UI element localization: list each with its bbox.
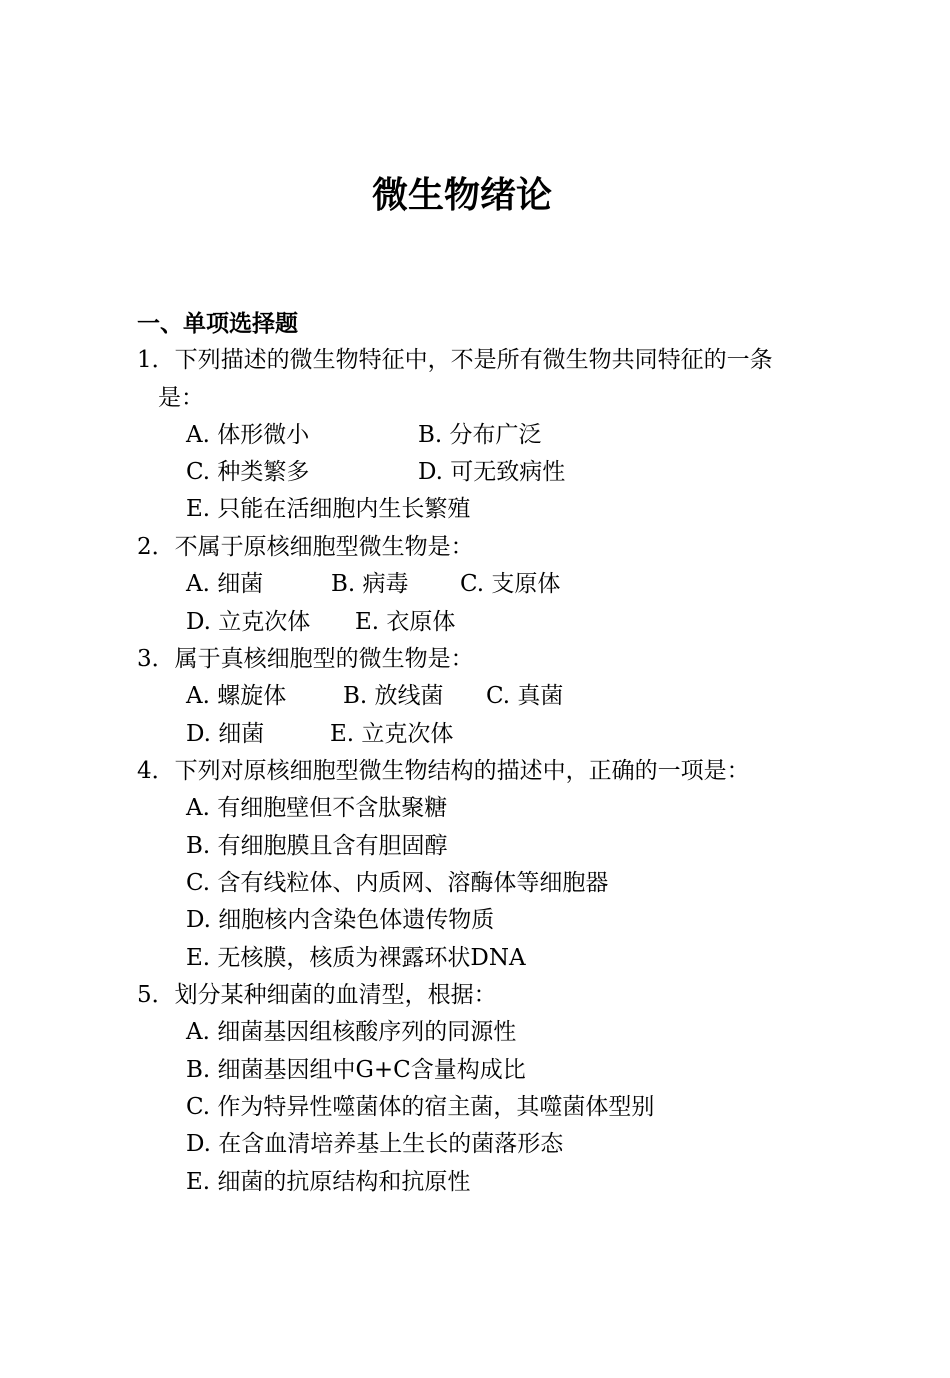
question-2-option-a: A. 细菌 bbox=[186, 571, 264, 597]
page-title: 微生物绪论 bbox=[371, 175, 552, 216]
question-1-option-c: C. 种类繁多 bbox=[186, 459, 310, 485]
question-5-option-a: A. 细菌基因组核酸序列的同源性 bbox=[186, 1019, 517, 1045]
question-4-option-b: B. 有细胞膜且含有胆固醇 bbox=[186, 833, 448, 859]
question-1-option-a: A. 体形微小 bbox=[186, 422, 310, 448]
question-2-option-c: C. 支原体 bbox=[460, 571, 561, 597]
question-2-stem: 2．不属于原核细胞型微生物是： bbox=[137, 534, 474, 560]
question-3-option-c: C. 真菌 bbox=[486, 683, 564, 709]
question-1-option-d: D. 可无致病性 bbox=[418, 459, 566, 485]
question-1-option-e: E. 只能在活细胞内生长繁殖 bbox=[186, 496, 471, 522]
question-2-option-d: D. 立克次体 bbox=[186, 609, 311, 635]
question-2-option-e: E. 衣原体 bbox=[355, 609, 456, 635]
question-3-stem: 3．属于真核细胞型的微生物是： bbox=[137, 646, 474, 672]
question-5-stem: 5．划分某种细菌的血清型，根据： bbox=[137, 982, 497, 1008]
question-4-option-d: D. 细胞核内含染色体遗传物质 bbox=[186, 907, 495, 933]
question-4-option-e: E. 无核膜，核质为裸露环状DNA bbox=[186, 945, 526, 971]
question-3-option-e: E. 立克次体 bbox=[330, 721, 454, 747]
question-1-stem-continued: 是： bbox=[158, 385, 204, 411]
question-3-option-a: A. 螺旋体 bbox=[186, 683, 287, 709]
question-4-option-c: C. 含有线粒体、内质网、溶酶体等细胞器 bbox=[186, 870, 609, 896]
question-3-option-d: D. 细菌 bbox=[186, 721, 265, 747]
question-3-option-b: B. 放线菌 bbox=[343, 683, 444, 709]
question-1-option-b: B. 分布广泛 bbox=[418, 422, 542, 448]
question-5-option-d: D. 在含血清培养基上生长的菌落形态 bbox=[186, 1131, 564, 1157]
section-heading: 一、单项选择题 bbox=[137, 311, 298, 337]
question-5-option-e: E. 细菌的抗原结构和抗原性 bbox=[186, 1169, 471, 1195]
question-5-option-b: B. 细菌基因组中G+C含量构成比 bbox=[186, 1057, 526, 1083]
question-2-option-b: B. 病毒 bbox=[331, 571, 409, 597]
question-4-stem: 4．下列对原核细胞型微生物结构的描述中，正确的一项是： bbox=[137, 758, 750, 784]
question-5-option-c: C. 作为特异性噬菌体的宿主菌，其噬菌体型别 bbox=[186, 1094, 655, 1120]
question-4-option-a: A. 有细胞壁但不含肽聚糖 bbox=[186, 795, 448, 821]
question-1-stem: 1．下列描述的微生物特征中，不是所有微生物共同特征的一条 bbox=[137, 347, 773, 373]
